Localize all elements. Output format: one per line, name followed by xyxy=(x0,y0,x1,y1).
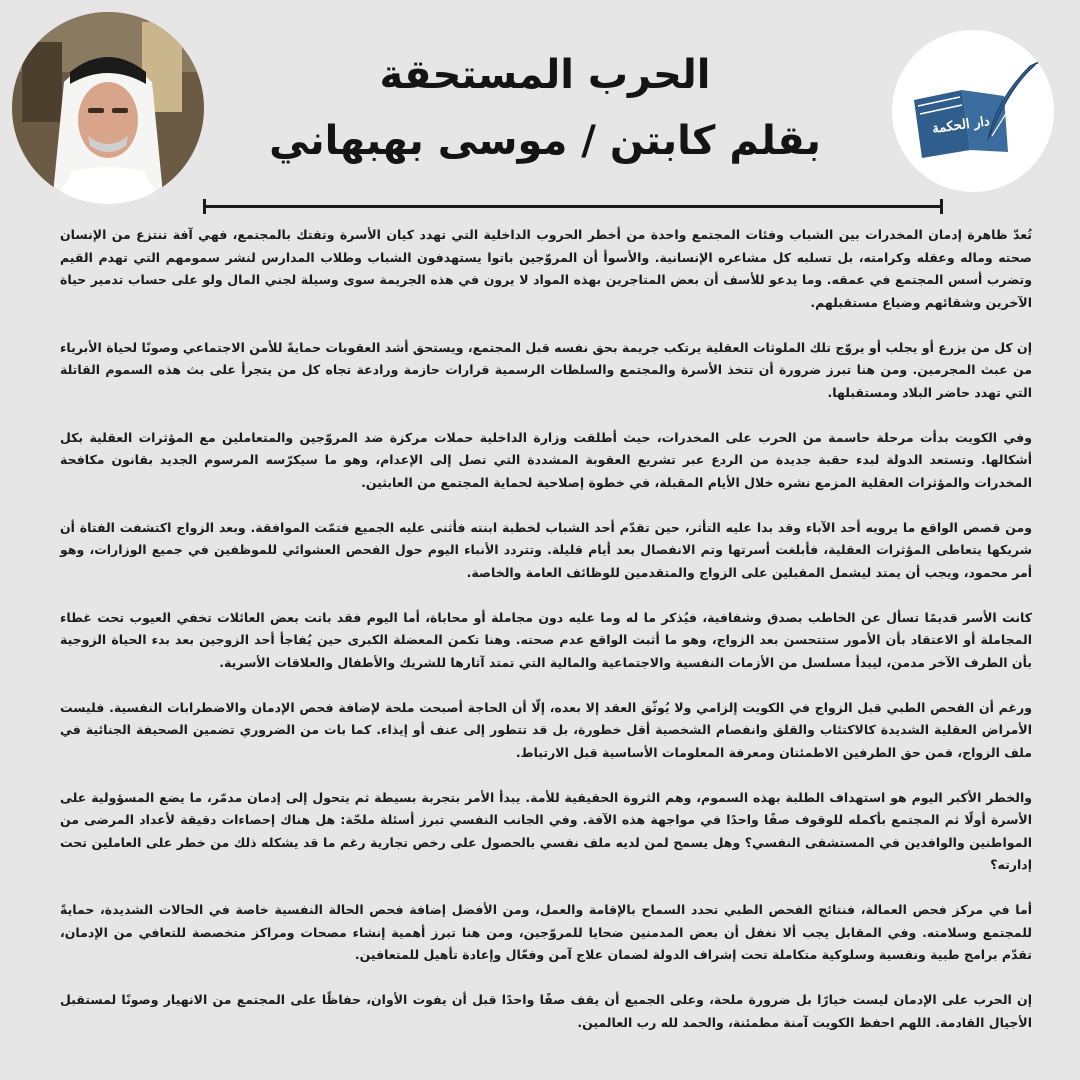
article-paragraph: إن كل من يزرع أو يجلب أو يروّج تلك الملوثات العقلية يرتكب جريمة بحق نفسه قبل المجتمع، ويستحق أشد العقوبات حمايةً للأمن الاجتماعي وصونًا لحياة الأبرياء من عبث المجرمين. ومن هنا تبرز ضرورة أن تتخذ الأسرة والمجتمع والسلطات الرسمية قرارات حازمة ورادعة تجاه كل من يتجرأ على بث هذه السموم القاتلة التي تهدد حاضر البلاد ومستقبلها. xyxy=(60,339,1032,400)
divider-right-cap xyxy=(940,199,943,214)
quill-book-logo-icon xyxy=(892,30,1054,192)
logo-text: دار الحكمة xyxy=(931,114,991,137)
article-paragraph: إن الحرب على الإدمان ليست خيارًا بل ضرورة ملحة، وعلى الجميع أن يقف صفًا واحدًا قبل أن يفوت الأوان، حفاظًا على المجتمع من الانهيار وصونًا لمستقبل الأجيال القادمة. اللهم احفظ الكويت آمنة مطمئنة، والحمد لله رب العالمين. xyxy=(60,992,1032,1030)
title-divider xyxy=(203,205,943,208)
article-title: الحرب المستحقة xyxy=(379,52,711,98)
title-block xyxy=(230,42,860,174)
article-paragraph: أما في مركز فحص العمالة، فنتائج الفحص الطبي تحدد السماح بالإقامة والعمل، ومن الأفضل إضافة فحص الحالة النفسية خاصة في الحالات الشديدة، حمايةً للمجتمع وسلامته. وفي المقابل يجب ألا نغفل أن بعض المدمنين ضحايا للمروّجين، ومن هنا تبرز أهمية إنشاء مصحات ومراكز متخصصة للتعافي من الإدمان، تقدّم برامج طبية ونفسية وسلوكية متكاملة تحت إشراف الدولة لضمان علاج آمن وفعّال وإعادة تأهيل للمتعافين. xyxy=(60,902,1032,962)
article-paragraph: والخطر الأكبر اليوم هو استهداف الطلبة بهذه السموم، وهم الثروة الحقيقية للأمة. يبدأ الأمر بتجربة بسيطة ثم يتحول إلى إدمان مدمّر، ما يضع المسؤولية على الأسرة أولًا ثم المجتمع بأكمله للوقوف صفًا واحدًا في مواجهة هذه الآفة. وفي الجانب النفسي تبرز أسئلة ملحّة: هل هناك إحصاءات دقيقة لأعداد المرضى من المواطنين والوافدين في المستشفى النفسي؟ وهل يسمح لمن لديه ملف نفسي بالحصول على رخص تجارية رغم ما قد يشكله ذلك من خطر على العاملين تحت إدارته؟ xyxy=(60,789,1032,872)
article-paragraph: ورغم أن الفحص الطبي قبل الزواج في الكويت إلزامي ولا يُوثّق العقد إلا بعده، إلّا أن الحاجة أصبحت ملحة لإضافة فحص الإدمان والاضطرابات النفسية. فليست الأمراض العقلية الشديدة كالاكتئاب والقلق وانفصام الشخصية أقل خطورة، بل قد تتطور إلى عنف أو إيذاء. كما بات من الضروري تضمين الصحيفة الجنائية في ملف الزواج، فمن حق الطرفين الاطمئنان ومعرفة المعلومات الأساسية قبل الارتباط. xyxy=(60,699,1032,760)
divider-left-cap xyxy=(203,199,206,214)
article-body xyxy=(60,224,1032,1057)
author-portrait-image xyxy=(12,12,204,204)
author-photo xyxy=(12,12,204,204)
brand-logo xyxy=(892,30,1054,192)
article-paragraph: كانت الأسر قديمًا تسأل عن الخاطب بصدق وشفافية، فيُذكر ما له وما عليه دون مجاملة أو محاباة، أما اليوم فقد باتت بعض العائلات تخفي العيوب تحت غطاء المجاملة أو الاعتقاد بأن الأمور ستتحسن بعد الزواج، وهو ما أثبت الواقع عدم صحته. وهنا تكمن المعضلة الكبرى حين يُفاجأ أحد الزوجين بعد بدء الحياة الزوجية بأن الطرف الآخر مدمن، ليبدأ مسلسل من الأزمات النفسية والاجتماعية والمالية التي تمتد آثارها للشريك والأطفال والعلاقات الأسرية. xyxy=(60,609,1032,670)
article-paragraph: وفي الكويت بدأت مرحلة حاسمة من الحرب على المخدرات، حيث أطلقت وزارة الداخلية حملات مركزة ضد المروّجين والمتعاملين مع المؤثرات العقلية بكل أشكالها. وتستعد الدولة لبدء حقبة جديدة من الردع عبر تشريع العقوبة المشددة التي تصل إلى الإعدام، وهو ما سيكرّسه المرسوم الجديد بقانون مكافحة المخدرات والمؤثرات العقلية المزمع نشره خلال الأيام المقبلة، في خطوة إصلاحية لحماية المجتمع من العابثين. xyxy=(60,429,1032,490)
article-paragraph: ومن قصص الواقع ما يرويه أحد الآباء وقد بدا عليه التأثر، حين تقدّم أحد الشباب لخطبة ابنته فأثنى عليه الجميع فتمّت الموافقة. وبعد الزواج اكتشفت الفتاة أن شريكها يتعاطى المؤثرات العقلية، فأبلغت أسرتها وتم الانفصال بعد أيام قليلة. وتتردد الأنباء اليوم حول الفحص العشوائي للموظفين في جميع الوزارات، وهو أمر محمود، ويجب أن يمتد ليشمل المقبلين على الزواج والمتقدمين للوظائف العامة والخاصة. xyxy=(60,519,1032,580)
article-paragraph: تُعدّ ظاهرة إدمان المخدرات بين الشباب وفئات المجتمع واحدة من أخطر الحروب الداخلية التي تهدد كيان الأسرة وتفتك بالمجتمع، فهي آفة تنتزع من الإنسان صحته وماله وعقله وكرامته، بل تسلبه كل مشاعره الإنسانية. والأسوأ أن المروّجين باتوا يستهدفون الشباب وطلاب المدارس لنشر سمومهم التي تهدم القيم وتضرب أسس المجتمع في عمقه. وما يدعو للأسف أن بعض المتاجرين بهذه المواد لا يرون في هذه الجريمة سوى وسيلة لجني المال ولو على حساب تدمير حياة الآخرين وشقائهم وضياع مستقبلهم. xyxy=(60,227,1032,310)
author-byline: بقلم كابتن / موسى بهبهاني xyxy=(269,118,821,164)
